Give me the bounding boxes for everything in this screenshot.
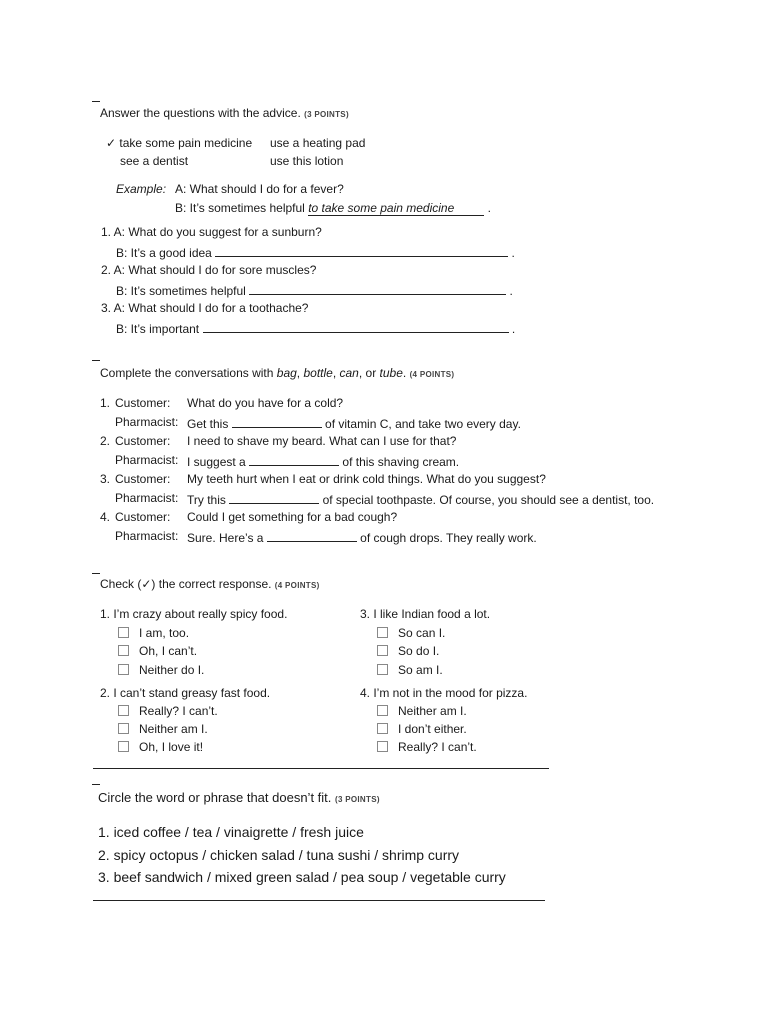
check-option[interactable] bbox=[118, 704, 218, 718]
option-label: Really? I can’t. bbox=[398, 740, 477, 754]
score-blank[interactable] bbox=[92, 360, 100, 361]
section3-title-text: Check (✓) the correct response. bbox=[100, 577, 272, 591]
option-label: So am I. bbox=[398, 663, 443, 677]
option-label: So can I. bbox=[398, 626, 446, 640]
question: 3. A: What should I do for a toothache? bbox=[101, 301, 309, 315]
option-label: Neither do I. bbox=[139, 663, 205, 677]
section4-points: (3 POINTS) bbox=[335, 795, 380, 804]
question: 1. A: What do you suggest for a sunburn? bbox=[101, 225, 322, 239]
answer-blank[interactable] bbox=[215, 244, 508, 257]
customer-line: I need to shave my beard. What can I use for that? bbox=[187, 434, 457, 448]
check-option[interactable] bbox=[377, 663, 443, 677]
option-label: Neither am I. bbox=[139, 722, 208, 736]
checkbox[interactable] bbox=[377, 627, 388, 638]
option-label: So do I. bbox=[398, 644, 440, 658]
customer-label: Customer: bbox=[115, 472, 171, 486]
checkbox[interactable] bbox=[377, 723, 388, 734]
checkbox[interactable] bbox=[118, 723, 129, 734]
section4-title-text: Circle the word or phrase that doesn’t fit. bbox=[98, 790, 332, 805]
pharmacist-text: Sure. Here’s a bbox=[187, 531, 264, 545]
option-label: Really? I can’t. bbox=[139, 704, 218, 718]
option-label: Oh, I can’t. bbox=[139, 644, 198, 658]
answer-blank[interactable] bbox=[249, 453, 339, 466]
checkbox[interactable] bbox=[377, 664, 388, 675]
customer-line: My teeth hurt when I eat or drink cold things. What do you suggest? bbox=[187, 472, 546, 486]
response-line: B: It’s sometimes helpful . bbox=[116, 284, 513, 298]
check-option[interactable] bbox=[118, 626, 189, 640]
score-blank[interactable] bbox=[92, 101, 100, 102]
example-answer: to take some pain medicine bbox=[308, 201, 484, 216]
pharmacist-label: Pharmacist: bbox=[115, 491, 179, 505]
title-sep: , bbox=[332, 366, 340, 380]
check-option[interactable] bbox=[377, 704, 467, 718]
check-question: 1. I’m crazy about really spicy food. bbox=[100, 607, 288, 621]
item-number: 2. bbox=[100, 434, 111, 448]
item-number: 3. bbox=[100, 472, 111, 486]
section3-points: (4 POINTS) bbox=[274, 581, 320, 590]
title-word: can bbox=[339, 366, 359, 380]
option-label: Neither am I. bbox=[398, 704, 467, 718]
customer-line: Could I get something for a bad cough? bbox=[187, 510, 398, 524]
checkbox[interactable] bbox=[118, 741, 129, 752]
checkbox[interactable] bbox=[377, 741, 388, 752]
pharmacist-text: Get this bbox=[187, 417, 229, 431]
answer-blank[interactable] bbox=[232, 415, 322, 428]
check-question: 3. I like Indian food a lot. bbox=[360, 607, 491, 621]
response-text: B: It’s a good idea bbox=[116, 246, 212, 260]
answer-blank[interactable] bbox=[229, 491, 319, 504]
section2-points: (4 POINTS) bbox=[409, 370, 455, 379]
pharmacist-line bbox=[187, 529, 537, 545]
pharmacist-line bbox=[187, 415, 521, 431]
circle-item: 2. spicy octopus / chicken salad / tuna sushi / shrimp curry bbox=[98, 847, 460, 863]
check-option[interactable] bbox=[377, 740, 477, 754]
section1-title bbox=[100, 106, 349, 120]
title-sep: , bbox=[296, 366, 304, 380]
response-text: B: It’s sometimes helpful bbox=[116, 284, 246, 298]
pharmacist-line bbox=[187, 491, 654, 507]
example-response: B: It’s sometimes helpful to take some pain medicine . bbox=[175, 201, 491, 215]
score-blank[interactable] bbox=[92, 573, 100, 574]
pharmacist-text: of cough drops. They really work. bbox=[360, 531, 537, 545]
check-option[interactable] bbox=[118, 644, 197, 658]
response-line: B: It’s important . bbox=[116, 322, 516, 336]
checkbox[interactable] bbox=[118, 664, 129, 675]
option-label: I don’t either. bbox=[398, 722, 467, 736]
pharmacist-label: Pharmacist: bbox=[115, 453, 179, 467]
pharmacist-text: I suggest a bbox=[187, 455, 246, 469]
title-sep: , or bbox=[358, 366, 380, 380]
pharmacist-label: Pharmacist: bbox=[115, 529, 179, 543]
section2-title bbox=[100, 366, 454, 380]
word-bank-item: use a heating pad bbox=[270, 136, 366, 150]
response-text: B: It’s important bbox=[116, 322, 200, 336]
pharmacist-text: of special toothpaste. Of course, you should see a dentist, too. bbox=[322, 493, 655, 507]
title-word: bag bbox=[276, 366, 297, 380]
check-question: 4. I’m not in the mood for pizza. bbox=[360, 686, 528, 700]
item-number: 4. bbox=[100, 510, 111, 524]
example-response-text: B: It’s sometimes helpful bbox=[175, 201, 305, 215]
section2-title-text: Complete the conversations with bbox=[100, 366, 277, 380]
check-option[interactable] bbox=[118, 663, 204, 677]
pharmacist-text: of vitamin C, and take two every day. bbox=[325, 417, 521, 431]
score-blank[interactable] bbox=[92, 784, 100, 785]
answer-blank[interactable] bbox=[203, 320, 509, 333]
word-bank-item: ✓ take some pain medicine bbox=[106, 136, 253, 150]
example-label: Example: bbox=[116, 182, 167, 196]
section4-title bbox=[98, 790, 380, 805]
pharmacist-text: Try this bbox=[187, 493, 226, 507]
title-sep: . bbox=[402, 366, 407, 380]
word-bank-item: use this lotion bbox=[270, 154, 344, 168]
section3-title bbox=[100, 577, 320, 591]
check-option[interactable] bbox=[118, 740, 203, 754]
answer-blank[interactable] bbox=[249, 282, 506, 295]
customer-label: Customer: bbox=[115, 510, 171, 524]
pharmacist-text: of this shaving cream. bbox=[342, 455, 460, 469]
title-word: bottle bbox=[303, 366, 333, 380]
check-option[interactable] bbox=[118, 722, 208, 736]
section1-points: (3 POINTS) bbox=[304, 110, 349, 119]
customer-label: Customer: bbox=[115, 434, 171, 448]
option-label: Oh, I love it! bbox=[139, 740, 204, 754]
option-label: I am, too. bbox=[139, 626, 190, 640]
customer-line: What do you have for a cold? bbox=[187, 396, 344, 410]
item-number: 1. bbox=[100, 396, 111, 410]
checkbox[interactable] bbox=[377, 645, 388, 656]
section1-title-text: Answer the questions with the advice. bbox=[100, 106, 301, 120]
pharmacist-line bbox=[187, 453, 459, 469]
word-bank-item: see a dentist bbox=[120, 154, 189, 168]
check-option[interactable] bbox=[377, 626, 445, 640]
circle-item: 3. beef sandwich / mixed green salad / pea soup / vegetable curry bbox=[98, 869, 506, 885]
circle-item: 1. iced coffee / tea / vinaigrette / fresh juice bbox=[98, 824, 364, 840]
check-option[interactable] bbox=[377, 722, 467, 736]
checkbox[interactable] bbox=[377, 705, 388, 716]
checkbox[interactable] bbox=[118, 627, 129, 638]
check-option[interactable] bbox=[377, 644, 439, 658]
customer-label: Customer: bbox=[115, 396, 171, 410]
checkbox[interactable] bbox=[118, 705, 129, 716]
section-divider bbox=[93, 900, 545, 901]
title-word: tube bbox=[379, 366, 403, 380]
pharmacist-label: Pharmacist: bbox=[115, 415, 179, 429]
example-question: A: What should I do for a fever? bbox=[175, 182, 344, 196]
question: 2. A: What should I do for sore muscles? bbox=[101, 263, 317, 277]
check-question: 2. I can’t stand greasy fast food. bbox=[100, 686, 271, 700]
answer-blank[interactable] bbox=[267, 529, 357, 542]
response-line: B: It’s a good idea . bbox=[116, 246, 515, 260]
section-divider bbox=[93, 768, 549, 769]
checkbox[interactable] bbox=[118, 645, 129, 656]
